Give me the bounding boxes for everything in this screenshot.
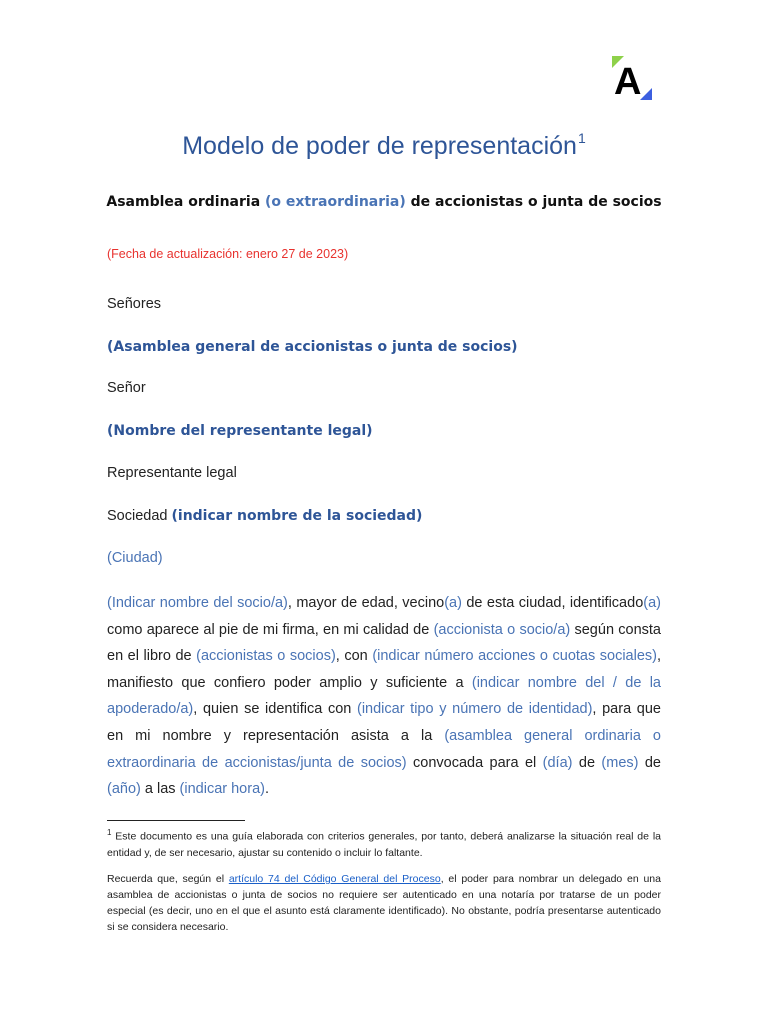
salutation-senores: Señores <box>107 296 162 312</box>
cgp-article-link[interactable]: artículo 74 del Código General del Proceso <box>228 873 441 885</box>
power-of-attorney-paragraph: (Indicar nombre del socio/a), mayor de edad, vecino(a) de esta ciudad, identificado(a) como aparece al pie de mi firma, en mi calidad de (accionista o socio/a) según consta en el libro de (accionistas o socios), con (indicar número acciones o cuotas sociales), manifiesto que confiero poder amplio y suficiente a (indicar nombre del / de la apoderado/a), quien se identifica con (indicar tipo y número de identidad), para que en mi nombre y representación asista a la (asamblea general ordinaria o extraordinaria de accionistas/junta de socios) convocada para el (día) de (mes) de (año) a las (indicar hora). <box>107 595 662 798</box>
update-date: (Fecha de actualización: enero 27 de 2023) <box>107 247 349 261</box>
footnote-divider <box>107 820 245 821</box>
footnote-ref: 1 <box>577 130 586 146</box>
document-subtitle: Asamblea ordinaria (o extraordinaria) de accionistas o junta de socios <box>106 194 662 210</box>
city-placeholder: (Ciudad) <box>107 550 163 566</box>
legal-rep-label: Representante legal <box>107 465 237 481</box>
logo-letter: A <box>614 61 642 102</box>
company-name-placeholder: (indicar nombre de la sociedad) <box>171 508 423 524</box>
company-line: Sociedad (indicar nombre de la sociedad) <box>107 508 423 524</box>
brand-logo <box>610 54 654 102</box>
footnote-1: $^1$ Este documento es una guía elaborada con criterios generales, por tanto, deberá analizarse la situación real de la entidad y, de ser necesario, ajustar su contenido o incluir lo faltante. <box>107 828 661 859</box>
assembly-placeholder: (Asamblea general de accionistas o junta de socios) <box>107 339 518 355</box>
salutation-senor: Señor <box>107 380 146 396</box>
footnote-note: Recuerda que, según el artículo 74 del Código General del Proceso, el poder para nombrar un delegado en una asamblea de accionistas o junta de socios no requiere ser autenticado en una notaría por tratarse de un poder especial (es decir, uno en el que el asunto está claramente identificado). No obstante, podría presentarse autenticado si se considera necesario. <box>107 873 661 933</box>
document-title: Modelo de poder de representación$^1$ <box>182 130 586 160</box>
legal-rep-name-placeholder: (Nombre del representante legal) <box>107 423 373 439</box>
